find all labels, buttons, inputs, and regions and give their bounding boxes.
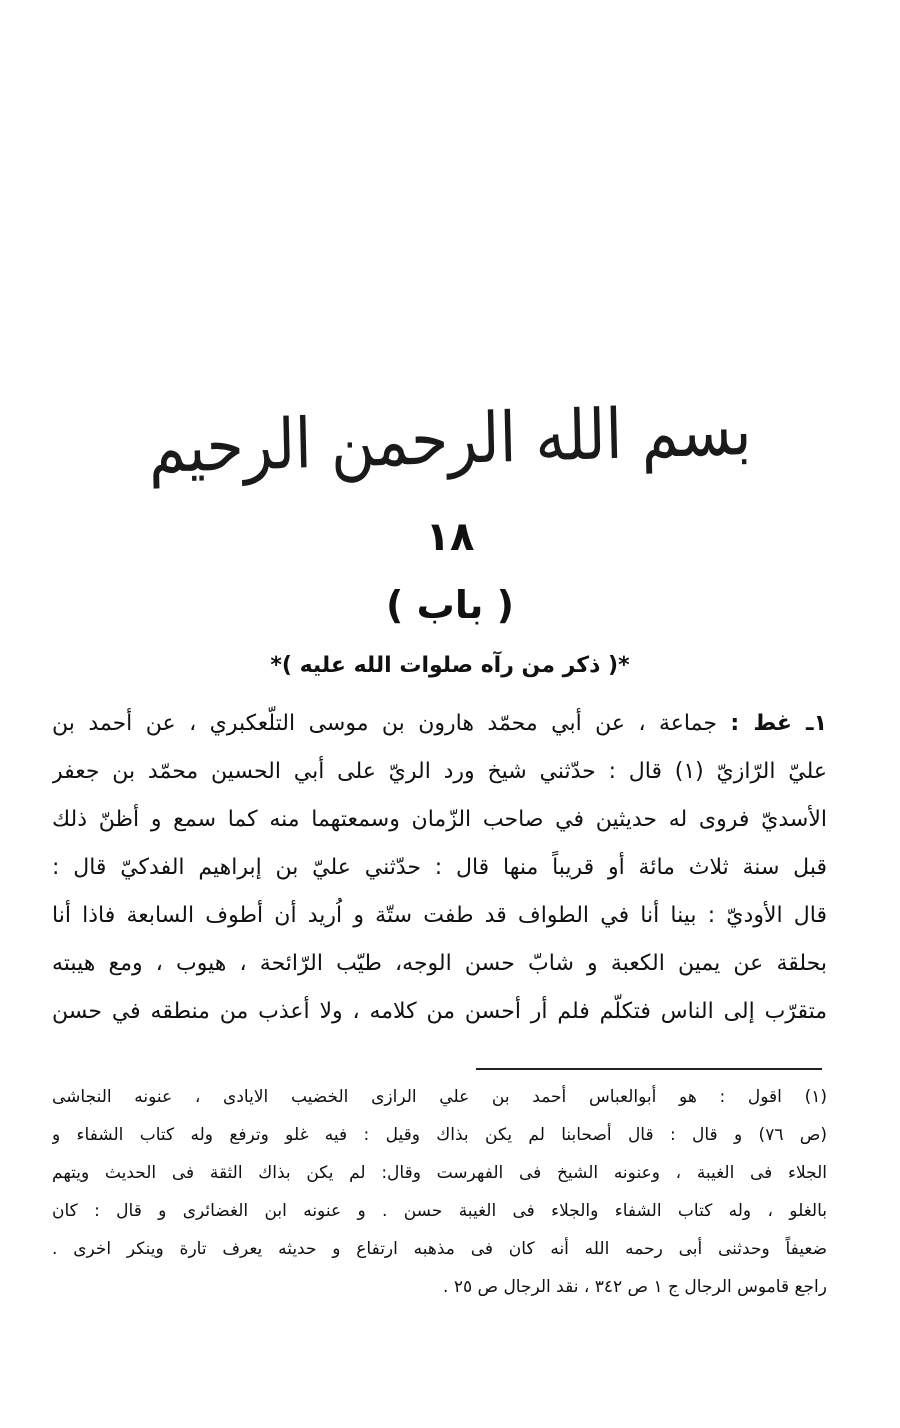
body-line-text: جماعة ، عن أبي محمّد هارون بن موسى التلّعكبري ، عن أحمد بن (52, 711, 717, 736)
footnote-divider (476, 1068, 822, 1070)
body-line: الأسديّ فروى له حديثين في صاحب الزّمان وسمعتهما منه كما سمع و أظنّ ذلك (52, 807, 827, 832)
body-line: بحلقة عن يمين الكعبة و شابّ حسن الوجه، طيّب الرّائحة ، هيوب ، ومع هيبته (52, 951, 827, 976)
footnote-line: الجلاء فى الغيبة ، وعنونه الشيخ فى الفهرست وقال: لم يكن بذاك الثقة فى الحديث ويتهم (52, 1163, 827, 1183)
basmala-calligraphy: بسم الله الرحمن الرحيم (147, 390, 753, 490)
hadith-marker: ١ـ غط : (730, 711, 827, 736)
body-line (52, 700, 827, 748)
footnote-line: (ص ٧٦) و قال : قال أصحابنا لم يكن بذاك وقيل : فيه غلو وترفع وله كتاب الشفاء و (52, 1125, 827, 1145)
chapter-number: ١٨ (425, 514, 475, 560)
body-line: عليّ الرّازيّ (١) قال : حدّثني شيخ ورد الريّ على أبي الحسين محمّد بن جعفر (52, 759, 827, 784)
body-line: قبل سنة ثلاث مائة أو قريباً منها قال : حدّثني عليّ بن إبراهيم الفدكيّ قال : (52, 855, 827, 880)
body-line: متقرّب إلى الناس فتكلّم فلم أر أحسن من كلامه ، ولا أعذب من منطقه في حسن (52, 999, 827, 1024)
section-subtitle: *( ذكر من رآه صلوات الله عليه )* (270, 653, 630, 678)
main-text (52, 700, 827, 1036)
body-line: قال الأوديّ : بينا أنا في الطواف قد طفت ستّة و اُريد أن أطوف السابعة فاذا أنا (52, 903, 827, 928)
footnote-line: راجع قاموس الرجال ج ١ ص ٣٤٢ ، نقد الرجال ص ٢٥ . (443, 1277, 827, 1297)
footnote-line: ضعيفاً وحدثنى أبى رحمه الله أنه كان فى مذهبه ارتفاع و حديثه يعرف تارة وينكر اخرى . (52, 1239, 827, 1259)
footnotes (52, 1078, 827, 1306)
section-heading: ( باب ) (386, 583, 514, 627)
footnote-line: بالغلو ، وله كتاب الشفاء والجلاء فى الغيبة حسن . و عنونه ابن الغضائرى و قال : كان (52, 1201, 827, 1221)
footnote-line: (١) اقول : هو أبوالعباس أحمد بن علي الرازى الخضيب الايادى ، عنونه النجاشى (52, 1087, 827, 1107)
